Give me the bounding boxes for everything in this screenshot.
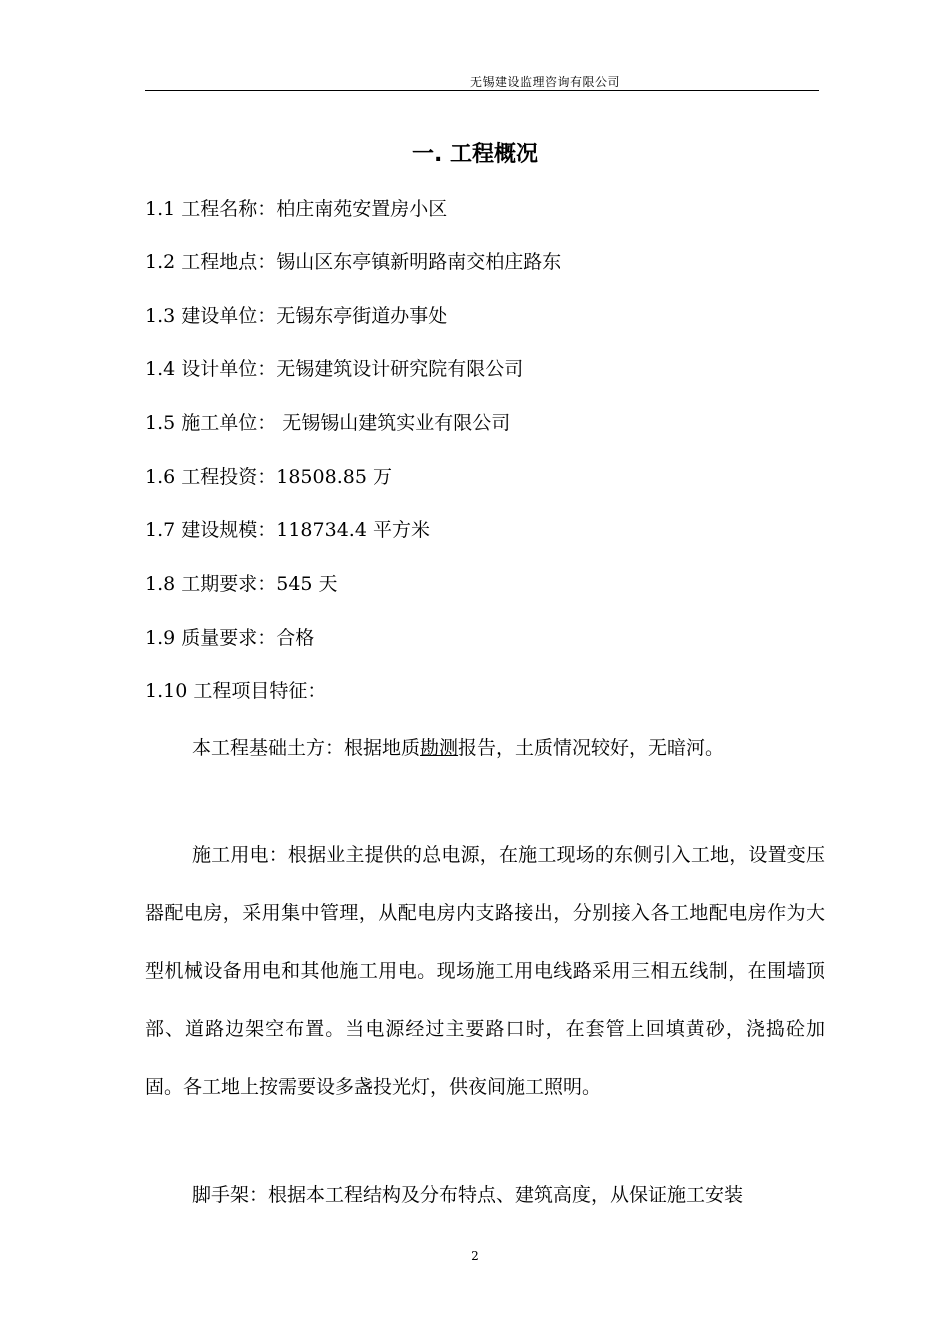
header-divider [145, 90, 819, 91]
info-designer: 1.4 设计单位：无锡建筑设计研究院有限公司 [145, 358, 524, 380]
power-paragraph: 施工用电：根据业主提供的总电源，在施工现场的东侧引入工地，设置变压器配电房，采用集中管理，从配电房内支路接出，分别接入各工地配电房作为大型机械设备用电和其他施工用电。现场施工用电线路采用三相五线制，在围墙顶部、道路边架空布置。当电源经过主要路口时，在套管上回填黄砂，浇捣砼加固。各工地上按需要设多盏投光灯，供夜间施工照明。 [145, 844, 825, 1098]
info-project-location: 1.2 工程地点：锡山区东亭镇新明路南交柏庄路东 [145, 251, 562, 273]
section-title: 一. 工程概况 [411, 142, 539, 167]
info-contractor: 1.5 施工单位： 无锡锡山建筑实业有限公司 [145, 412, 511, 434]
info-quality: 1.9 质量要求：合格 [145, 627, 315, 649]
info-investment: 1.6 工程投资：18508.85 万 [145, 466, 392, 488]
foundation-text-after: 报告，土质情况较好，无暗河。 [458, 737, 725, 759]
scaffold-paragraph: 脚手架：根据本工程结构及分布特点、建筑高度，从保证施工安装 [192, 1184, 744, 1206]
info-project-name: 1.1 工程名称：柏庄南苑安置房小区 [145, 198, 448, 220]
header-company-name: 无锡建设监理咨询有限公司 [470, 75, 621, 89]
info-duration: 1.8 工期要求：545 天 [145, 573, 338, 595]
foundation-text-before: 本工程基础土方：根据地质 [192, 737, 421, 759]
info-scale: 1.7 建设规模：118734.4 平方米 [145, 519, 430, 541]
info-features-heading: 1.10 工程项目特征： [145, 680, 327, 702]
foundation-paragraph [145, 719, 825, 777]
info-client: 1.3 建设单位：无锡东亭街道办事处 [145, 305, 448, 327]
page-number: 2 [471, 1249, 479, 1263]
foundation-underlined-word: 勘测 [420, 737, 459, 759]
